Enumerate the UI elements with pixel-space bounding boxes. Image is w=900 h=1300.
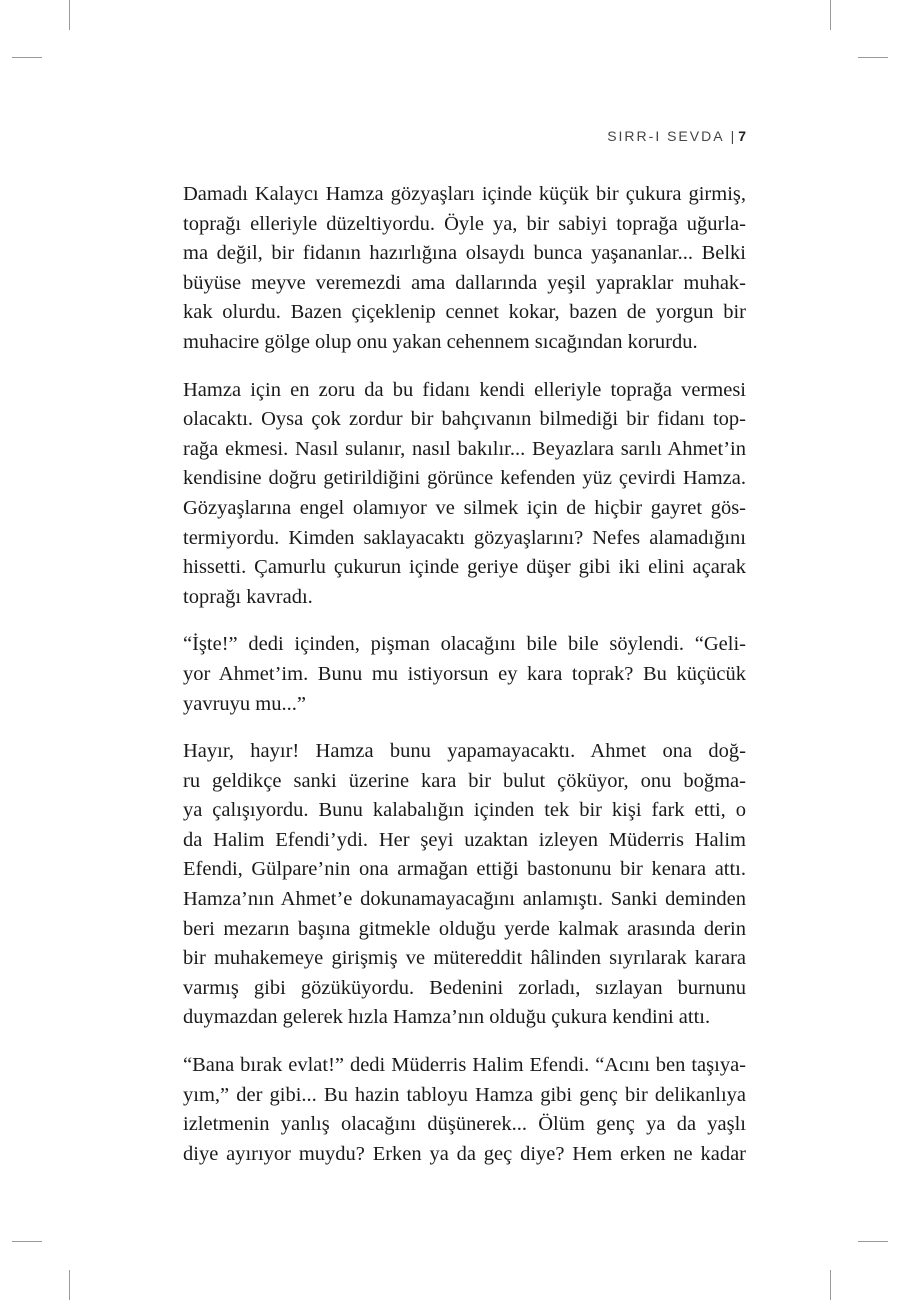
text-line: ya çalışıyordu. Bunu kalabalığın içinden tek bir kişi fark etti, o	[183, 799, 746, 822]
paragraph-5	[183, 1051, 746, 1169]
page-number: 7	[738, 128, 746, 144]
paragraph-2	[183, 376, 746, 613]
crop-mark-left-top	[12, 57, 42, 58]
text-line: yavruyu mu...”	[183, 692, 306, 715]
crop-mark-top-left	[69, 0, 70, 30]
text-line: Gözyaşlarına engel olamıyor ve silmek için de hiçbir gayret gös-	[183, 496, 746, 519]
text-line: da Halim Efendi’ydi. Her şeyi uzaktan izleyen Müderris Halim	[183, 828, 746, 851]
crop-mark-bottom-left	[69, 1270, 70, 1300]
text-line: hissetti. Çamurlu çukurun içinde geriye düşer gibi iki elini açarak	[183, 556, 746, 579]
text-line: Efendi, Gülpare’nin ona armağan ettiği bastonunu bir kenara attı.	[183, 858, 746, 881]
crop-mark-left-bottom	[12, 1241, 42, 1242]
running-head	[560, 128, 746, 144]
text-line: diye ayırıyor muydu? Erken ya da geç diye? Hem erken ne kadar	[183, 1142, 746, 1165]
text-line: duymazdan gelerek hızla Hamza’nın olduğu çukura kendini attı.	[183, 1006, 711, 1029]
text-line: Hamza için en zoru da bu fidanı kendi elleriyle toprağa vermesi	[183, 378, 746, 401]
text-line: Hamza’nın Ahmet’e dokunamayacağını anlamıştı. Sanki deminden	[183, 888, 746, 911]
crop-mark-bottom-right	[830, 1270, 831, 1300]
text-line: kak olurdu. Bazen çiçeklenip cennet kokar, bazen de yorgun bir	[183, 301, 746, 324]
text-line: toprağı elleriyle düzeltiyordu. Öyle ya, bir sabiyi toprağa uğurla-	[183, 212, 746, 235]
text-line: muhacire gölge olup onu yakan cehennem sıcağından korurdu.	[183, 330, 698, 353]
text-line: toprağı kavradı.	[183, 585, 313, 608]
text-line: rağa ekmesi. Nasıl sulanır, nasıl bakılır... Beyazlara sarılı Ahmet’in	[183, 437, 746, 460]
text-line: yor Ahmet’im. Bunu mu istiyorsun ey kara toprak? Bu küçücük	[183, 662, 746, 685]
text-line: Hayır, hayır! Hamza bunu yapamayacaktı. Ahmet ona doğ-	[183, 740, 746, 763]
paragraph-3	[183, 630, 746, 719]
text-line: bir muhakemeye girişmiş ve mütereddit hâlinden sıyrılarak karara	[183, 947, 746, 970]
header-separator: |	[730, 128, 735, 144]
text-line: ru geldikçe sanki üzerine kara bir bulut çöküyor, onu boğma-	[183, 769, 746, 792]
book-title: SIRR-I SEVDA	[607, 128, 725, 144]
text-line: “İşte!” dedi içinden, pişman olacağını bile bile söylendi. “Geli-	[183, 633, 746, 656]
text-line: beri mezarın başına gitmekle olduğu yerde kalmak arasında derin	[183, 917, 746, 940]
text-line: termiyordu. Kimden saklayacaktı gözyaşlarını? Nefes alamadığını	[183, 526, 746, 549]
text-line: izletmenin yanlış olacağını düşünerek... Ölüm genç ya da yaşlı	[183, 1113, 746, 1136]
text-line: “Bana bırak evlat!” dedi Müderris Halim Efendi. “Acını ben taşıya-	[183, 1054, 746, 1077]
text-line: olacaktı. Oysa çok zordur bir bahçıvanın bilmediği bir fidanı top-	[183, 408, 746, 431]
text-line: ma değil, bir fidanın hazırlığına olsaydı bunca yaşananlar... Belki	[183, 242, 746, 265]
text-line: kendisine doğru getirildiğini görünce kefenden yüz çevirdi Hamza.	[183, 467, 746, 490]
crop-mark-top-right	[830, 0, 831, 30]
text-line: Damadı Kalaycı Hamza gözyaşları içinde küçük bir çukura girmiş,	[183, 183, 746, 205]
body-text	[183, 180, 746, 1187]
text-line: yım,” der gibi... Bu hazin tabloyu Hamza gibi genç bir delikanlıya	[183, 1083, 746, 1106]
text-line: büyüse meyve veremezdi ama dallarında yeşil yapraklar muhak-	[183, 271, 746, 294]
text-line: varmış gibi gözüküyordu. Bedenini zorladı, sızlayan burnunu	[183, 976, 746, 999]
paragraph-1	[183, 180, 746, 358]
crop-mark-right-top	[858, 57, 888, 58]
paragraph-4	[183, 737, 746, 1033]
crop-mark-right-bottom	[858, 1241, 888, 1242]
